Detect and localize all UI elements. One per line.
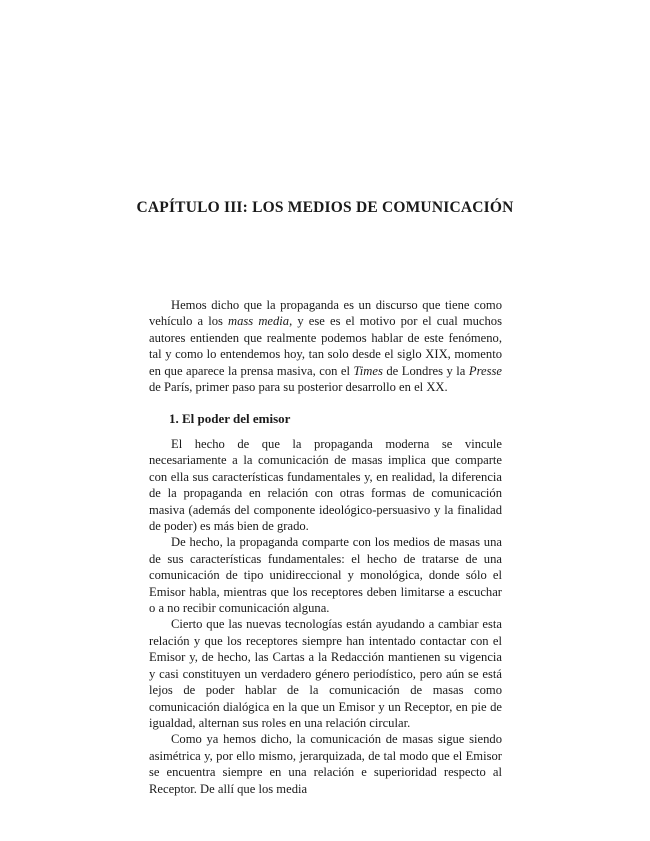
- intro-text-run: de Londres y la: [382, 363, 469, 378]
- intro-text-run: Hemos dicho que la propaganda es un discurso que tiene como vehículo a los: [149, 298, 502, 329]
- intro-text-run: , y ese es el motivo por el cual muchos autores entienden que realmente podemos hablar de este fenómeno, tal y como lo entendemos hoy, tan solo desde el siglo XIX, momento en que aparece la prensa masiva, con el: [149, 314, 502, 378]
- times-title: Times: [353, 363, 383, 378]
- presse-title: Presse: [468, 363, 502, 378]
- section-body: [149, 436, 502, 797]
- body-paragraph: Cierto que las nuevas tecnologías están ayudando a cambiar esta relación y que los receptores siempre han intentado contactar con el Emisor y, de hecho, las Cartas a la Redacción mantienen su vigencia y casi constituyen un verdadero género periodístico, pero aún se está lejos de poder hablar de la comunicación de masas como comunicación dialógica en la que un Emisor y un Receptor, en pie de igualdad, alternan sus roles en una relación circular.: [149, 617, 502, 730]
- body-paragraph: El hecho de que la propaganda moderna se vincule necesariamente a la comunicación de masas implica que comparte con ella sus características fundamentales y, en realidad, la diferencia de la propaganda en relación con otras formas de comunicación masiva (además del componente ideológico-persuasivo y la finalidad de poder) es más bien de grado.: [149, 437, 502, 534]
- section-heading: 1. El poder del emisor: [169, 411, 291, 426]
- intro-text-run: de París, primer paso para su posterior desarrollo en el XX.: [149, 380, 448, 395]
- body-paragraph: De hecho, la propaganda comparte con los medios de masas una de sus características fundamentales: el hecho de tratarse de una comunicación de tipo unidireccional y monológica, donde sólo el Emisor habla, mientras que los receptores deben limitarse a escuchar o a no recibir comunicación alguna.: [149, 535, 502, 616]
- intro-text: [149, 297, 502, 395]
- mass-media-term: mass media: [228, 314, 290, 329]
- body-paragraph: Como ya hemos dicho, la comunicación de masas sigue siendo asimétrica y, por ello mismo, jerarquizada, de tal modo que el Emisor se encuentra siempre en una relación e superioridad respecto al Receptor. De allí que los media: [149, 732, 502, 796]
- intro-paragraph: [149, 297, 502, 395]
- chapter-title: CAPÍTULO III: LOS MEDIOS DE COMUNICACIÓN: [136, 199, 514, 216]
